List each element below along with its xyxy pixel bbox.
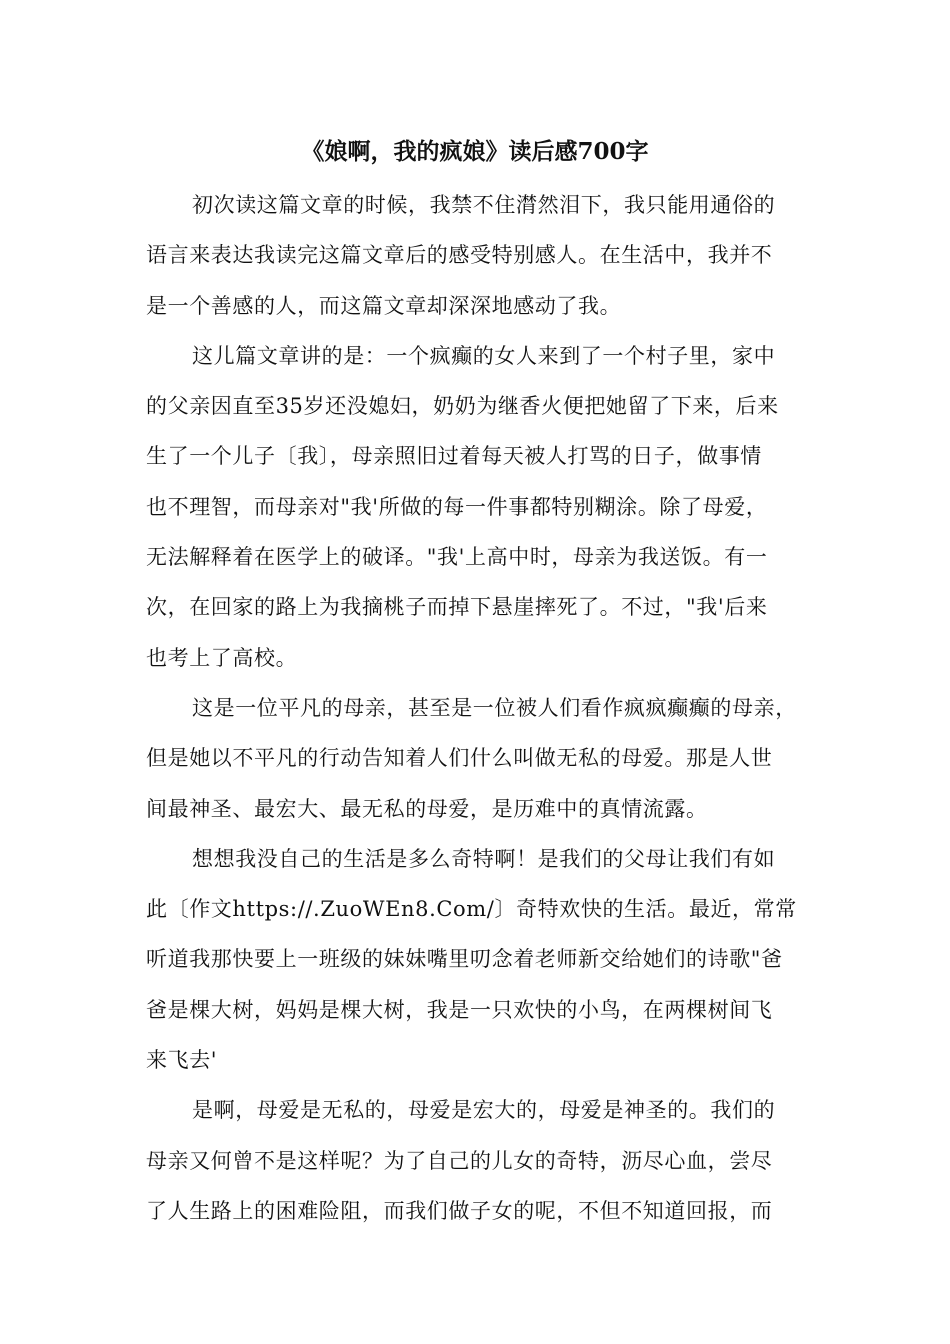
paragraph-line: 语言来表达我读完这篇文章后的感受特别感人。在生活中，我并不	[146, 243, 773, 268]
paragraph-line: 想想我没自己的生活是多么奇特啊！是我们的父母让我们有如	[192, 846, 776, 871]
paragraph-line: 了人生路上的困难险阻，而我们做子女的呢，不但不知道回报，而	[146, 1198, 773, 1223]
document-title: 《娘啊，我的疯娘》读后感700字	[301, 138, 649, 165]
paragraph-line: 次，在回家的路上为我摘桃子而掉下悬崖摔死了。不过，"我'后来	[146, 595, 768, 620]
paragraph-line: 初次读这篇文章的时候，我禁不住潸然泪下，我只能用通俗的	[192, 193, 776, 217]
paragraph-line: 听道我那快要上一班级的妹妹嘴里叨念着老师新交给她们的诗歌"爸	[146, 947, 783, 972]
paragraph-line: 的父亲因直至35岁还没媳妇，奶奶为继香火便把她留了下来，后来	[146, 394, 779, 419]
paragraph-line: 这是一位平凡的母亲，甚至是一位被人们看作疯疯癫癫的母亲，	[192, 695, 797, 720]
paragraph-line: 也考上了高校。	[146, 645, 298, 670]
paragraph-line: 来飞去'	[146, 1048, 218, 1073]
paragraph-line: 爸是棵大树，妈妈是棵大树，我是一只欢快的小鸟，在两棵树间飞	[146, 997, 773, 1022]
paragraph-line: 间最神圣、最宏大、最无私的母爱，是历难中的真情流露。	[146, 796, 708, 821]
paragraph-line: 也不理智，而母亲对"我'所做的每一件事都特别糊涂。除了母爱，	[146, 494, 768, 519]
paragraph-4	[146, 834, 808, 1085]
paragraph-line: 生了一个儿子〔我〕，母亲照旧过着每天被人打骂的日子，做事情	[146, 444, 762, 469]
paragraph-5	[146, 1085, 808, 1236]
document-body	[146, 180, 808, 1236]
paragraph-line: 但是她以不平凡的行动告知着人们什么叫做无私的母爱。那是人世	[146, 746, 773, 771]
paragraph-line: 这儿篇文章讲的是：一个疯癫的女人来到了一个村子里，家中	[192, 343, 776, 368]
paragraph-line: 母亲又何曾不是这样呢？为了自己的儿女的奇特，沥尽心血，尝尽	[146, 1148, 773, 1173]
paragraph-line: 是一个善感的人，而这篇文章却深深地感动了我。	[146, 293, 622, 318]
paragraph-2	[146, 331, 808, 683]
paragraph-1	[146, 180, 808, 331]
paragraph-line: 无法解释着在医学上的破译。"我'上高中时，母亲为我送饭。有一	[146, 545, 768, 570]
paragraph-line: 此〔作文https://.ZuoWEn8.Com/〕奇特欢快的生活。最近，常常	[146, 897, 797, 922]
paragraph-line: 是啊，母爱是无私的，母爱是宏大的，母爱是神圣的。我们的	[192, 1098, 776, 1123]
paragraph-3	[146, 683, 808, 834]
